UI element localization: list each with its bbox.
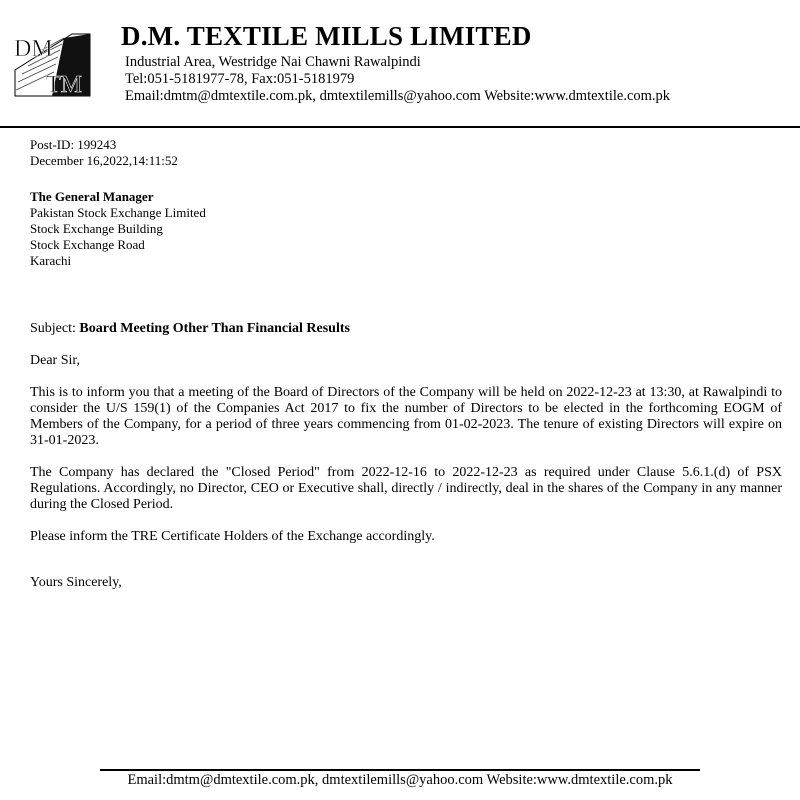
post-datetime: December 16,2022,14:11:52	[30, 153, 178, 168]
addressee-line: Karachi	[30, 253, 72, 268]
post-id: Post-ID: 199243	[30, 137, 117, 152]
paragraph-board-meeting: This is to inform you that a meeting of the Board of Directors of the Company will be held on 2022-12-23 at 13:30, at Rawalpindi to consider the U/S 159(1) of the Companies Act 2017 to fix the number of Directors to be elected in the forthcoming EOGM of Members of the Company, for a period of three years commencing from 01-02-2023. The tenure of existing Directors will expire on 31-01-2023.	[30, 385, 782, 448]
subject-line	[30, 321, 782, 337]
paragraph-closed-period: The Company has declared the "Closed Period" from 2022-12-16 to 2022-12-23 as required under Clause 5.6.1.(d) of PSX Regulations. Accordingly, no Director, CEO or Executive shall, directly / indirectly, deal in the shares of the Company in any manner during the Closed Period.	[30, 465, 782, 512]
header-divider	[0, 126, 800, 128]
subject-title: Board Meeting Other Than Financial Results	[79, 321, 350, 336]
company-name: D.M. TEXTILE MILLS LIMITED	[121, 21, 532, 51]
closing: Yours Sincerely,	[30, 575, 122, 590]
addressee-line: Stock Exchange Building	[30, 221, 163, 236]
addressee-line: Pakistan Stock Exchange Limited	[30, 205, 206, 220]
salutation: Dear Sir,	[30, 353, 80, 368]
company-email-website: Email:dmtm@dmtextile.com.pk, dmtextilemills@yahoo.com Website:www.dmtextile.com.pk	[125, 88, 671, 104]
logo-monogram-top: DM	[14, 36, 53, 62]
addressee-block	[30, 189, 782, 269]
paragraph-inform-holders: Please inform the TRE Certificate Holders of the Exchange accordingly.	[30, 529, 435, 544]
footer-contact: Email:dmtm@dmtextile.com.pk, dmtextilemills@yahoo.com Website:www.dmtextile.com.pk	[127, 772, 673, 788]
subject-label: Subject:	[30, 321, 76, 336]
company-logo	[12, 30, 92, 98]
footer-divider	[100, 769, 700, 771]
logo-monogram-bottom: TM	[46, 72, 82, 98]
addressee-name: The General Manager	[30, 189, 154, 204]
company-address: Industrial Area, Westridge Nai Chawni Rawalpindi	[125, 54, 421, 70]
company-phone-fax: Tel:051-5181977-78, Fax:051-5181979	[125, 71, 355, 87]
letter-body	[30, 137, 782, 591]
addressee-line: Stock Exchange Road	[30, 237, 145, 252]
company-contact-block	[125, 54, 670, 105]
